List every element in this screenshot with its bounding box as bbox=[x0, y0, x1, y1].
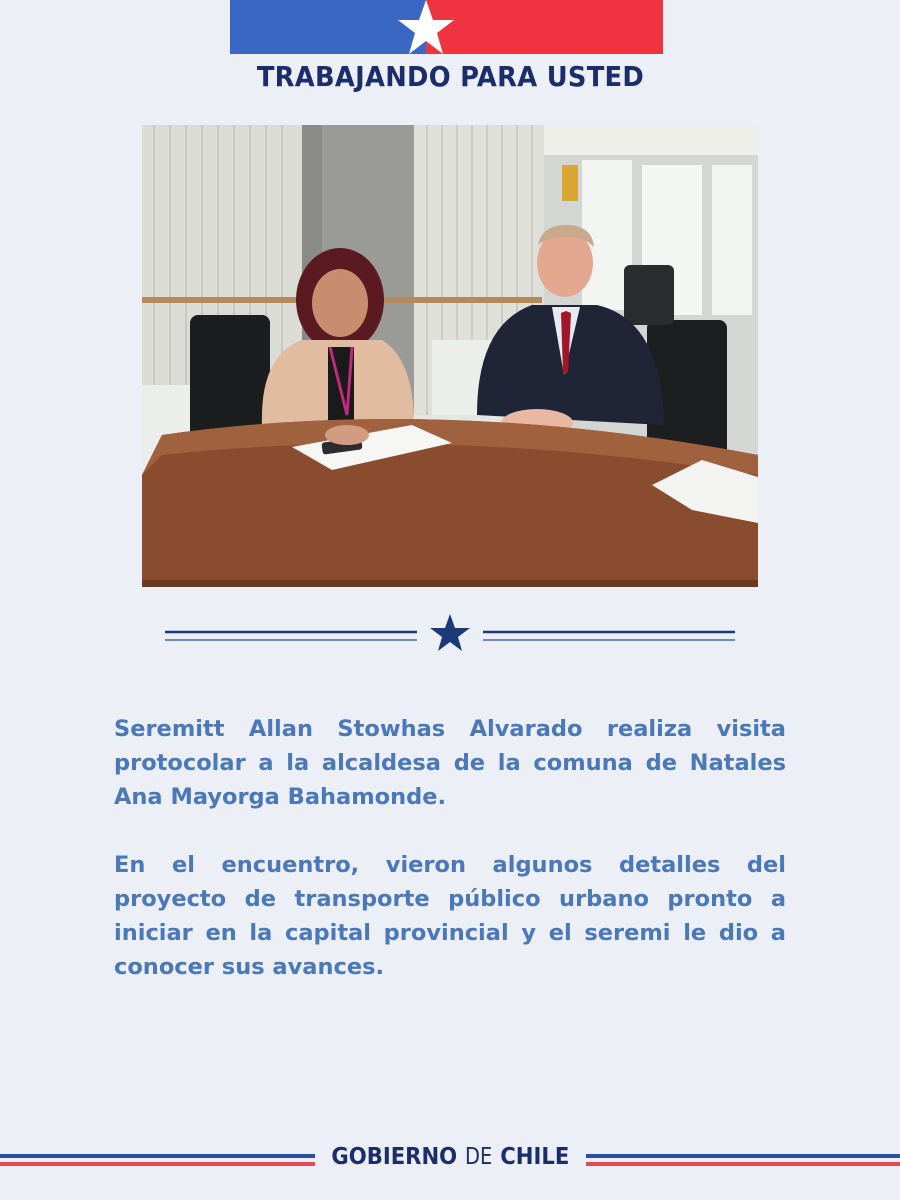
flag-star-icon bbox=[396, 0, 456, 56]
star-icon bbox=[430, 614, 470, 651]
brand-word-gobierno: GOBIERNO bbox=[331, 1144, 458, 1170]
article-body bbox=[114, 712, 786, 984]
footer bbox=[0, 1140, 900, 1180]
article-paragraph-1: Seremitt Allan Stowhas Alvarado realiza visita protocolar a la alcaldesa de la comuna de Natales Ana Mayorga Bahamonde. bbox=[114, 716, 786, 810]
meeting-photo bbox=[142, 125, 758, 587]
brand-word-de: DE bbox=[465, 1144, 493, 1170]
footer-brand bbox=[315, 1144, 586, 1170]
flag-banner bbox=[230, 0, 663, 54]
flag-red-field bbox=[426, 0, 663, 54]
footer-lines-right bbox=[586, 1154, 900, 1170]
footer-lines-left bbox=[0, 1154, 315, 1170]
article-paragraph-2: En el encuentro, vieron algunos detalles del proyecto de transporte público urbano pronto a iniciar en la capital provincial y el seremi le dio a conocer sus avances. bbox=[114, 852, 786, 980]
page-headline: TRABAJANDO PARA USTED bbox=[256, 60, 644, 93]
star-divider bbox=[165, 612, 735, 656]
brand-word-chile: CHILE bbox=[500, 1144, 570, 1170]
